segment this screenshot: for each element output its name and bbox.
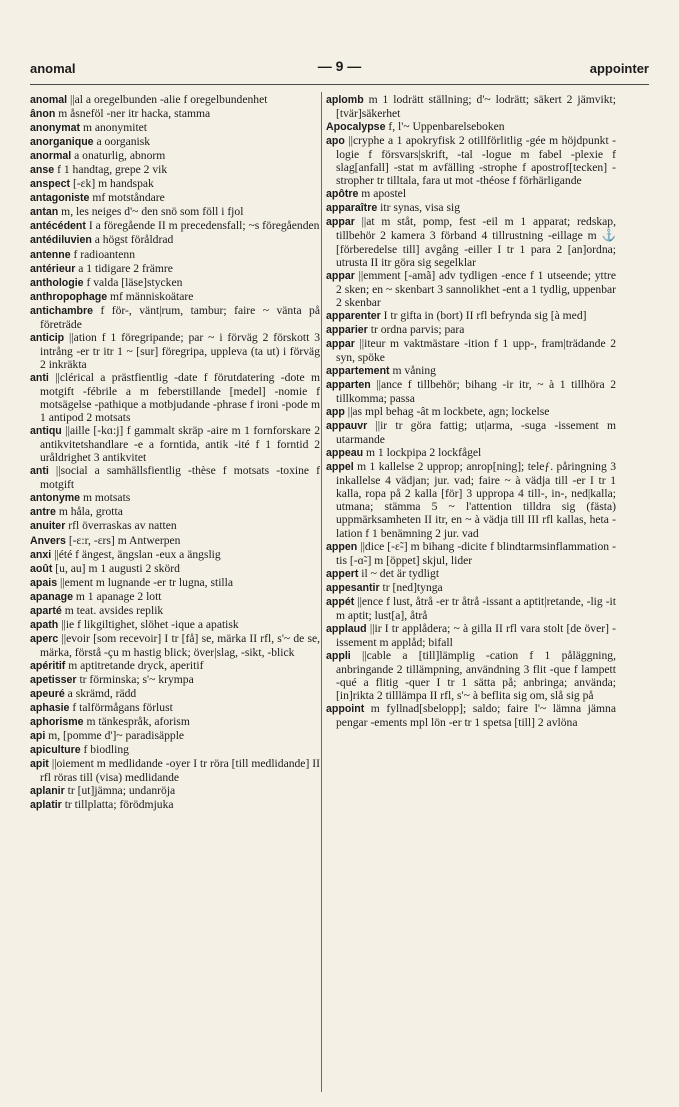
entry-headword: anse	[30, 164, 55, 177]
dictionary-entry	[30, 93, 320, 107]
dictionary-entry	[30, 262, 320, 276]
dictionary-entry	[30, 177, 320, 191]
entry-headword: apparenter	[326, 309, 381, 322]
right-column	[326, 93, 616, 729]
dictionary-entry	[326, 622, 616, 649]
entry-headword: aperc	[30, 632, 59, 645]
entry-definition: m håla, grotta	[58, 505, 123, 519]
entry-headword: appar	[326, 269, 355, 282]
entry-headword: anormal	[30, 150, 72, 163]
entry-definition: rfl överraskas av natten	[68, 519, 177, 533]
entry-headword: antagoniste	[30, 192, 90, 205]
entry-headword: api	[30, 730, 46, 743]
entry-headword: appar	[326, 216, 355, 229]
entry-headword: anthologie	[30, 276, 84, 289]
entry-headword: apanage	[30, 590, 73, 603]
entry-definition: ||ir tr göra fattig; ut|arma, -suga -issement m utarmande	[336, 419, 616, 447]
entry-headword: antre	[30, 506, 56, 519]
entry-definition: m fyllnad[sbelopp]; saldo; faire l'~ lämna jämna pengar -ements mpl lön -er tr 1 spetsa [till] 2 avlöna	[336, 702, 616, 730]
entry-headword: apéritif	[30, 659, 66, 672]
dictionary-entry	[326, 649, 616, 702]
entry-definition: ||ation f 1 föregripande; par ~ i förväg 2 förskott 3 intrång -er tr itr 1 ~ [sur] föregripa, uppleva (ta ut) i förväg 2 inkräkta	[40, 330, 320, 371]
entry-definition: ||ance f tillbehör; bihang -ir itr, ~ à 1 tillhöra 2 tillkomma; passa	[336, 377, 616, 406]
dictionary-entry	[30, 729, 320, 743]
entry-definition: tr tillplatta; förödmjuka	[64, 798, 174, 812]
entry-definition: m åsneföl -ner itr hacka, stamma	[58, 107, 211, 121]
entry-definition: tr [ut]jämna; undanröja	[67, 784, 176, 798]
entry-headword: Apocalypse	[326, 121, 386, 134]
entry-definition: itr synas, visa sig	[380, 201, 461, 215]
entry-headword: apit	[30, 758, 49, 771]
entry-definition: ||clérical a prästfientlig -date f förutdatering -dote m motgift -fébrile a m feberstillande [medel] -nomie f motsägelse -pathique a motbjudande -phrase f ironi -pode m 1 antipod 2 motsats	[40, 370, 320, 425]
entry-definition: mf människoätare	[110, 289, 194, 303]
entry-headword: appartement	[326, 364, 390, 377]
dictionary-entry	[30, 632, 320, 659]
dictionary-entry	[326, 419, 616, 446]
dictionary-entry	[30, 464, 320, 491]
entry-headword: app	[326, 406, 345, 419]
entry-headword: antérieur	[30, 262, 76, 275]
dictionary-entry	[30, 757, 320, 784]
dictionary-entry	[326, 540, 616, 567]
dictionary-entry	[326, 337, 616, 364]
dictionary-entry	[30, 276, 320, 290]
dictionary-entry	[30, 715, 320, 729]
dictionary-entry	[30, 149, 320, 163]
entry-definition: f valda [läse]stycken	[86, 275, 183, 289]
entry-definition: [-ɛk] m handspak	[72, 177, 154, 191]
dictionary-entry	[30, 534, 320, 548]
dictionary-entry	[326, 405, 616, 419]
entry-definition: a oorganisk	[96, 135, 151, 149]
dictionary-entry	[326, 215, 616, 268]
entry-definition: tr förminska; s'~ krympa	[79, 672, 194, 686]
dictionary-entry	[30, 135, 320, 149]
dictionary-entry	[326, 120, 616, 134]
entry-definition: m tänkespråk, aforism	[86, 715, 190, 729]
entry-headword: appli	[326, 649, 351, 662]
entry-headword: apo	[326, 135, 345, 148]
entry-headword: anticip	[30, 331, 65, 344]
entry-definition: m teat. avsides replik	[64, 603, 164, 617]
dictionary-entry	[30, 290, 320, 304]
dictionary-entry	[326, 93, 616, 120]
dictionary-entry	[326, 201, 616, 215]
column-divider	[321, 92, 322, 1092]
dictionary-entry	[326, 364, 616, 378]
dictionary-entry	[30, 121, 320, 135]
entry-definition: tr [ned]tynga	[382, 580, 443, 594]
entry-headword: anxi	[30, 548, 52, 561]
dictionary-entry	[30, 371, 320, 424]
entry-definition: ||as mpl behag -ât m lockbete, agn; lockelse	[347, 405, 550, 419]
entry-headword: apparaître	[326, 202, 378, 215]
entry-headword: antonyme	[30, 492, 81, 505]
entry-definition: f talförmågans förlust	[72, 701, 173, 715]
entry-definition: ||cable a [till]lämplig -cation f 1 påläggning, anbringande 2 tillämpning, användning 3 flit -que f lampett -qué a flitig -quer I tr 1 sätta på; anbringa; använda; [in]rikta 2 tilllämpa II rfl, s'~ à beflita sig om, slå sig på	[336, 648, 616, 703]
entry-definition: m, les neiges d'~ den snö som föll i fjol	[61, 205, 244, 219]
entry-definition: m aptitretande dryck, aperitif	[68, 658, 204, 672]
entry-definition: [u, au] m 1 augusti 2 skörd	[55, 561, 180, 575]
dictionary-entry	[30, 604, 320, 618]
entry-definition: m 1 lockpipa 2 lockfågel	[366, 446, 482, 460]
entry-headword: apeuré	[30, 688, 65, 701]
entry-headword: antan	[30, 206, 59, 219]
dictionary-entry	[30, 163, 320, 177]
entry-definition: ||été f ängest, ängslan -eux a ängslig	[54, 547, 221, 561]
entry-definition: il ~ det är tydligt	[361, 566, 440, 580]
entry-headword: apath	[30, 618, 59, 631]
entry-headword: appert	[326, 567, 359, 580]
entry-definition: f, l'~ Uppenbarelseboken	[388, 120, 505, 134]
dictionary-entry	[326, 595, 616, 622]
entry-definition: m 1 kallelse 2 upprop; anrop[ning]; teleƒ. påringning 3 inkallelse 4 vädjan; jur. vad; faire ~ à vädja till -er I tr 1 kalla, ropa på 2 kalla [för] 3 uppropa 4 till-, in-, ned|kalla; utmana; stämma 5 ~ l'attention tilldra sig (fästa) uppmärksamheten II itr, en ~ à vädja till III rfl kallas, heta -lation f 1 benämning 2 jur. vad	[336, 460, 617, 540]
entry-headword: aphasie	[30, 702, 70, 715]
entry-definition: ||cryphe a 1 apokryfisk 2 otillförlitlig -gée m höjdpunkt -logie f försvars|skrift, -tal -logue m fabel -plexie f slag[anfall] -stat m avfälling -strophe f apostrof[tecken] -stropher tr tilltala, fara ut mot -théose f förhärligande	[336, 134, 616, 188]
entry-definition: I tr gifta in (bort) II rfl befrynda sig [à med]	[383, 308, 587, 322]
entry-definition: ||oiement m medlidande -oyer I tr röra [till medlidande] II rfl röras till (visa) medlidande	[40, 757, 320, 785]
dictionary-entry	[326, 134, 616, 187]
entry-headword: apais	[30, 576, 58, 589]
entry-headword: antenne	[30, 248, 71, 261]
entry-definition: ||ie f likgiltighet, slöhet -ique a apatisk	[61, 617, 239, 631]
dictionary-entry	[326, 269, 616, 309]
entry-headword: apiculture	[30, 744, 81, 757]
dictionary-entry	[30, 562, 320, 576]
dictionary-entry	[30, 743, 320, 757]
dictionary-entry	[30, 701, 320, 715]
dictionary-entry	[30, 673, 320, 687]
entry-definition: m 1 lodrätt ställning; d'~ lodrätt; säkert 2 jämvikt; [tvär]säkerhet	[336, 93, 617, 121]
entry-headword: anti	[30, 465, 49, 478]
left-running-headword: anomal	[30, 61, 76, 76]
dictionary-entry	[30, 798, 320, 812]
entry-headword: antiqu	[30, 425, 62, 438]
entry-headword: anomal	[30, 94, 68, 106]
entry-definition: m våning	[392, 363, 436, 377]
entry-definition: ||ir I tr applådera; ~ à gilla II rfl vara stolt [de över] -issement m applåd; bifall	[336, 621, 617, 649]
dictionary-entry	[30, 519, 320, 533]
entry-headword: appauvr	[326, 420, 368, 433]
entry-definition: m anonymitet	[82, 121, 148, 135]
entry-headword: antédiluvien	[30, 234, 92, 247]
dictionary-entry	[30, 233, 320, 247]
entry-definition: mf motståndare	[92, 191, 165, 205]
entry-headword: antécédent	[30, 220, 86, 233]
entry-definition: m 1 apanage 2 lott	[75, 589, 162, 603]
page-header	[30, 58, 649, 80]
dictionary-entry	[326, 702, 616, 729]
entry-headword: aparté	[30, 604, 62, 617]
entry-headword: Anvers	[30, 534, 66, 547]
entry-definition: ||at m ståt, pomp, fest -eil m 1 apparat; redskap, tillbehör 2 kamera 3 förband 4 tillrustning -eillage m ⚓ [förberedelse till] avgång -eiller I tr 1 para 2 [an]ordna; utrusta II itr göra sig segelklar	[336, 215, 616, 269]
left-column	[30, 93, 320, 812]
entry-definition: a 1 tidigare 2 främre	[78, 261, 173, 275]
dictionary-entry	[326, 460, 616, 539]
entry-definition: m apostel	[361, 187, 407, 201]
entry-headword: anorganique	[30, 136, 94, 149]
entry-headword: appoint	[326, 703, 365, 716]
entry-headword: antichambre	[30, 304, 93, 317]
dictionary-entry	[30, 219, 320, 233]
entry-definition: [-ɛ:r, -ɛrs] m Antwerpen	[68, 533, 181, 547]
dictionary-entry	[326, 309, 616, 323]
entry-definition: a högst föråldrad	[94, 233, 174, 247]
dictionary-entry	[326, 567, 616, 581]
dictionary-entry	[30, 590, 320, 604]
dictionary-entry	[30, 618, 320, 632]
header-rule	[30, 84, 649, 85]
entry-headword: anthropophage	[30, 290, 108, 303]
entry-headword: appel	[326, 461, 354, 474]
dictionary-entry	[30, 304, 320, 331]
dictionary-entry	[30, 107, 320, 121]
entry-headword: aplatir	[30, 799, 62, 812]
entry-headword: apparten	[326, 378, 371, 391]
dictionary-entry	[326, 323, 616, 337]
entry-headword: aplanir	[30, 785, 65, 798]
entry-definition: ||iteur m vaktmästare -ition f 1 upp-, fram|trädande 2 syn, spöke	[336, 336, 616, 364]
dictionary-entry	[326, 446, 616, 460]
entry-definition: I a föregående II m precedensfall; ~s föregåenden	[88, 219, 320, 233]
dictionary-entry	[30, 191, 320, 205]
entry-definition: f för-, vänt|rum, tambur; faire ~ vänta på företräde	[40, 303, 320, 331]
entry-headword: anuiter	[30, 520, 66, 533]
entry-definition: ||emment [-amã] adv tydligen -ence f 1 utseende; yttre 2 sken; en ~ skenbart 3 sannolikhet -ent a 1 tydlig, uppenbar 2 skenbar	[336, 268, 616, 309]
entry-headword: appét	[326, 595, 355, 608]
entry-definition: m, [pomme d']~ paradisäpple	[48, 729, 185, 743]
entry-definition: ||dice [-ɛ̃-] m bihang -dicite f blindtarmsinflammation -tis [-ɑ̃-] m [öppet] skjul, lider	[336, 539, 616, 567]
entry-definition: ||ement m lugnande -er tr lugna, stilla	[60, 575, 234, 589]
dictionary-entry	[30, 424, 320, 464]
entry-headword: anspect	[30, 178, 71, 191]
entry-headword: apôtre	[326, 188, 359, 201]
entry-headword: ânon	[30, 108, 56, 121]
page-number: — 9 —	[317, 58, 362, 74]
entry-headword: apetisser	[30, 673, 77, 686]
dictionary-entry	[30, 205, 320, 219]
entry-headword: aplomb	[326, 94, 364, 106]
entry-headword: anonymat	[30, 122, 81, 135]
entry-headword: applaud	[326, 622, 367, 635]
entry-definition: f biodling	[83, 743, 129, 757]
dictionary-entry	[30, 248, 320, 262]
entry-headword: aphorisme	[30, 716, 84, 729]
dictionary-entry	[326, 581, 616, 595]
entry-headword: anti	[30, 371, 49, 384]
entry-definition: ||social a samhällsfientlig -thèse f motsats -toxine f motgift	[40, 464, 320, 492]
dictionary-entry	[30, 687, 320, 701]
dictionary-entry	[30, 548, 320, 562]
entry-headword: appen	[326, 540, 358, 553]
entry-definition: ||evoir [som recevoir] I tr [få] se, märka II rfl, s'~ de se, märka, förstå -çu m hastig blick; över|slag, -sikt, -blick	[40, 631, 320, 659]
entry-definition: a onaturlig, abnorm	[74, 149, 166, 163]
dictionary-entry	[30, 784, 320, 798]
entry-headword: appar	[326, 337, 355, 350]
dictionary-entry	[30, 491, 320, 505]
entry-headword: appeau	[326, 447, 364, 460]
dictionary-entry	[30, 659, 320, 673]
entry-definition: f radioantenn	[73, 247, 136, 261]
dictionary-entry	[30, 576, 320, 590]
entry-definition: ||al a oregelbunden -alie f oregelbundenhet	[70, 93, 268, 106]
right-running-headword: appointer	[589, 61, 649, 76]
dictionary-entry	[326, 378, 616, 405]
entry-headword: août	[30, 562, 53, 575]
entry-headword: appesantir	[326, 581, 380, 594]
entry-definition: ||aille [-kɑ:j] f gammalt skräp -aire m 1 fornforskare 2 antikvitetshandlare -e a forntida, antik -ité f 1 forntid 2 uråldrighet 3 antikvitet	[40, 424, 321, 465]
dictionary-entry	[30, 505, 320, 519]
entry-definition: a skrämd, rädd	[67, 687, 137, 701]
entry-definition: ||ence f lust, åtrå -er tr åtrå -issant a aptit|retande, -lig -it m aptit; lust[a], åtrå	[336, 594, 616, 622]
entry-definition: tr ordna parvis; para	[370, 322, 465, 336]
entry-definition: m motsats	[82, 491, 131, 505]
dictionary-entry	[326, 187, 616, 201]
dictionary-entry	[30, 331, 320, 371]
entry-definition: f 1 handtag, grepe 2 vik	[57, 163, 168, 177]
entry-headword: apparier	[326, 323, 368, 336]
